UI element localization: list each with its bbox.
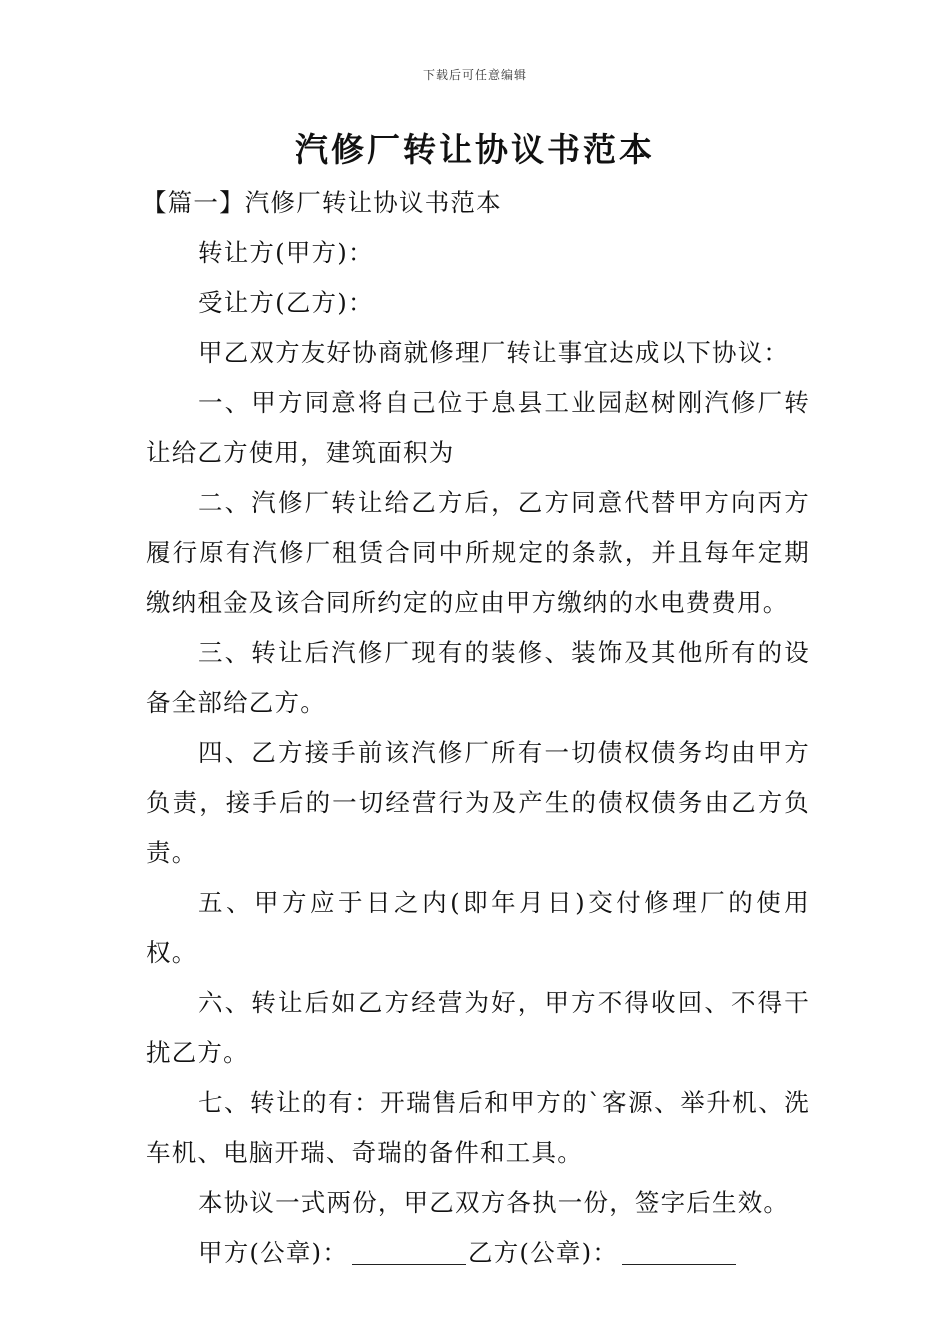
paragraph-clause-2: 二、汽修厂转让给乙方后，乙方同意代替甲方向丙方履行原有汽修厂租赁合同中所规定的条款，并且每年定期缴纳租金及该合同所约定的应由甲方缴纳的水电费费用。 <box>146 488 810 617</box>
paragraph-clause-6: 六、转让后如乙方经营为好，甲方不得收回、不得干扰乙方。 <box>146 988 810 1067</box>
paragraph-clause-5: 五、甲方应于日之内(即年月日)交付修理厂的使用权。 <box>146 888 810 967</box>
header-note: 下载后可任意编辑 <box>422 68 527 82</box>
paragraph-clause-1: 一、甲方同意将自己位于息县工业园赵树刚汽修厂转让给乙方使用，建筑面积为 <box>146 388 810 467</box>
party-a-signature-blank <box>352 1263 466 1265</box>
party-b-signature-blank <box>622 1263 736 1265</box>
paragraph-clause-4: 四、乙方接手前该汽修厂所有一切债权债务均由甲方负责，接手后的一切经营行为及产生的债权债务由乙方负责。 <box>146 738 810 867</box>
paragraph-clause-3: 三、转让后汽修厂现有的装修、装饰及其他所有的设备全部给乙方。 <box>146 638 810 717</box>
paragraph-transferee: 受让方(乙方)： <box>198 288 374 317</box>
document-body <box>142 178 810 1278</box>
document-title: 汽修厂转让协议书范本 <box>295 130 655 169</box>
paragraph-preamble: 甲乙双方友好协商就修理厂转让事宜达成以下协议： <box>198 338 790 367</box>
section-heading: 【篇一】汽修厂转让协议书范本 <box>142 188 502 217</box>
party-b-seal-label: 乙方(公章)： <box>468 1238 619 1267</box>
paragraph-transferor: 转让方(甲方)： <box>198 238 374 267</box>
signature-line <box>146 1228 810 1278</box>
paragraph-clause-7: 七、转让的有：开瑞售后和甲方的`客源、举升机、洗车机、电脑开瑞、奇瑞的备件和工具。 <box>146 1088 810 1167</box>
party-a-seal-label: 甲方(公章)： <box>198 1238 349 1267</box>
paragraph-copies: 本协议一式两份，甲乙双方各执一份，签字后生效。 <box>198 1188 790 1217</box>
